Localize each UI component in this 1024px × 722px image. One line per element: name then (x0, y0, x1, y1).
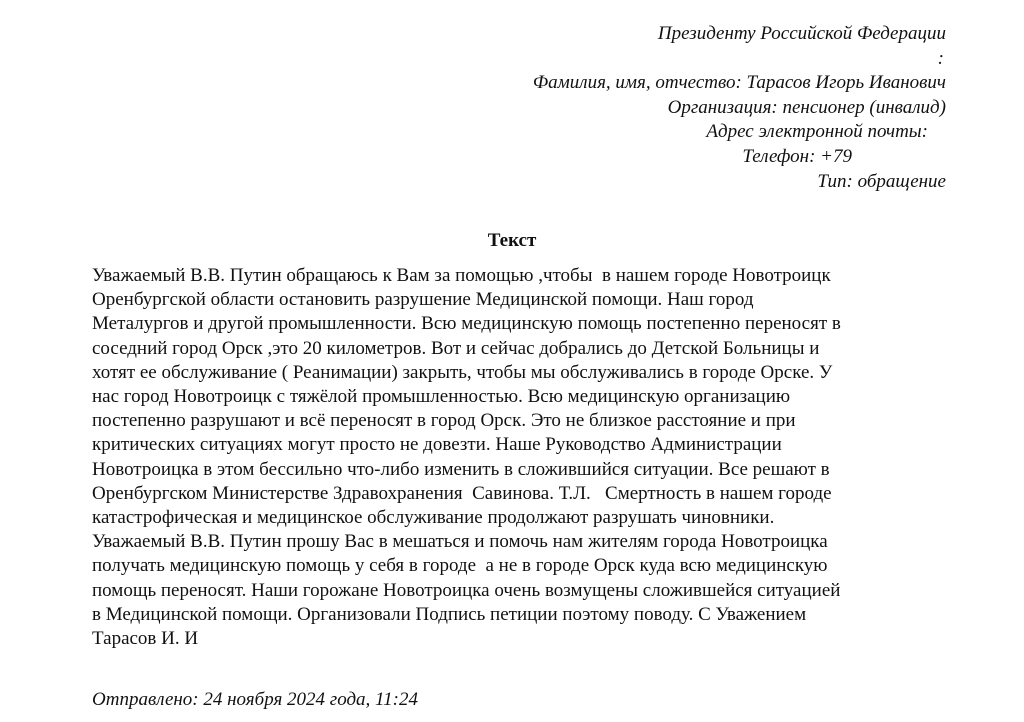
colon-line: : (937, 47, 944, 69)
recipient-line: Президенту Российской Федерации (657, 23, 946, 44)
document-title: Текст (487, 230, 537, 251)
body-line: Уважаемый В.В. Путин прошу Вас в мешаться и помочь нам жителям города Новотроицка (92, 531, 828, 553)
body-line: Новотроицка в этом бессильно что-либо изменить в сложившийся ситуации. Все решают в (92, 458, 830, 480)
body-line: Уважаемый В.В. Путин обращаюсь к Вам за помощью ,чтобы в нашем городе Новотроицк (92, 265, 831, 286)
body-line: Оренбургском Министерстве Здравохранения Савинова. Т.Л. Смертность в нашем городе (92, 482, 832, 504)
body-line: критических ситуациях могут просто не довезти. Наше Руководство Администрации (92, 434, 782, 456)
body-line: соседний город Орск ,это 20 километров. Вот и сейчас добрались до Детской Больницы и (92, 337, 820, 359)
body-line: хотят ее обслуживание ( Реанимации) закрыть, чтобы мы обслуживались в городе Орске. У (92, 361, 833, 383)
body-line: Металургов и другой промышленности. Всю медицинскую помощь постепенно переносят в (92, 313, 841, 335)
body-line: Тарасов И. И (92, 628, 199, 650)
body-line: Оренбургской области остановить разрушение Медицинской помощи. Наш город (92, 289, 754, 311)
body-line: получать медицинскую помощь у себя в городе а не в городе Орск куда всю медицинскую (92, 555, 828, 577)
letter-header (326, 22, 946, 194)
organization-line: Организация: пенсионер (инвалид) (667, 96, 946, 118)
full-name-line: Фамилия, имя, отчество: Тарасов Игорь Иванович (532, 72, 946, 94)
type-line: Тип: обращение (817, 170, 946, 192)
body-line: в Медицинской помощи. Организовали Подпись петиции поэтому поводу. С Уважением (92, 603, 807, 625)
letter-body (92, 264, 952, 651)
body-line: катастрофическая и медицинское обслуживание продолжают разрушать чиновники. (92, 507, 775, 529)
phone-line: Телефон: +79 (742, 145, 852, 167)
body-line: нас город Новотроицк с тяжёлой промышленностью. Всю медицинскую организацию (92, 386, 791, 408)
email-line: Адрес электронной почты: (706, 121, 928, 143)
sent-timestamp: Отправлено: 24 ноября 2024 года, 11:24 (92, 689, 418, 710)
body-line: помощь переносят. Наши горожане Новотроицка очень возмущены сложившейся ситуацией (92, 579, 841, 601)
body-line: постепенно разрушают и всё переносят в город Орск. Это не близкое расстояние и при (92, 410, 796, 432)
